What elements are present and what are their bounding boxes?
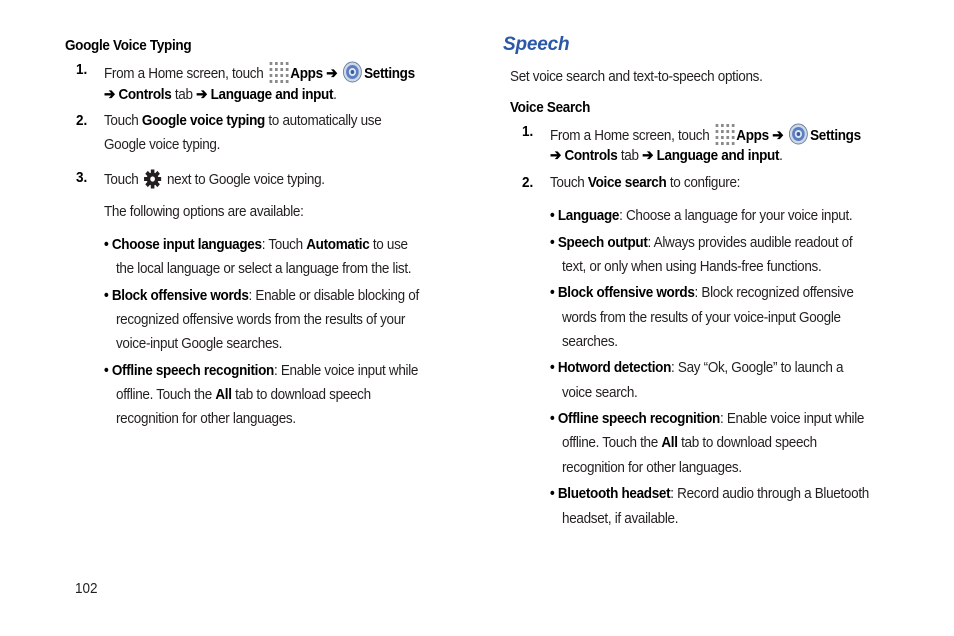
bullet-text: to use bbox=[372, 236, 408, 253]
speech-intro: Set voice search and text-to-speech options. bbox=[510, 68, 763, 85]
arrow: ➔ bbox=[326, 65, 338, 82]
bullet-text: : Record audio through a Bluetooth bbox=[670, 485, 869, 502]
bullet-text: tab to download speech bbox=[681, 434, 817, 451]
settings-label: Settings bbox=[364, 65, 415, 82]
bullet-text: tab to download speech bbox=[235, 386, 371, 403]
language-and-input-label: Language and input bbox=[210, 86, 334, 103]
bullet-text-line: voice-input Google searches. bbox=[116, 335, 283, 352]
step-text: Touch bbox=[104, 112, 139, 129]
bullet-dot: • bbox=[550, 207, 555, 224]
voice-search-label: Voice search bbox=[587, 174, 667, 191]
bullet-offline-speech-recognition bbox=[550, 410, 864, 428]
bullet-text-line: recognized offensive words from the results of your bbox=[116, 311, 406, 328]
bullet-bluetooth-headset bbox=[550, 485, 869, 503]
bullet-dot: • bbox=[550, 359, 555, 376]
bullet-offline-speech-recognition bbox=[104, 362, 418, 380]
bullet-text: : Enable voice input while bbox=[273, 362, 419, 379]
all-tab-label: All bbox=[661, 434, 678, 451]
step-2-line-2: Google voice typing. bbox=[104, 136, 221, 153]
settings-gear-icon bbox=[788, 123, 808, 150]
bullet-title: Bluetooth headset bbox=[557, 485, 671, 502]
controls-label: Controls bbox=[118, 86, 172, 103]
period: . bbox=[333, 86, 337, 103]
bullet-language bbox=[550, 207, 852, 225]
tab-word: tab bbox=[620, 147, 639, 164]
apps-label: Apps bbox=[290, 65, 323, 82]
all-tab-label: All bbox=[215, 386, 232, 403]
bullet-dot: • bbox=[550, 410, 555, 427]
bullet-text-line: recognition for other languages. bbox=[116, 410, 296, 427]
bullet-dot: • bbox=[550, 234, 555, 251]
bullet-text-line: voice search. bbox=[562, 384, 638, 401]
google-voice-typing-label: Google voice typing bbox=[141, 112, 265, 129]
step-number: 2. bbox=[76, 112, 88, 129]
step-text: to configure: bbox=[669, 174, 741, 191]
step-number: 1. bbox=[76, 61, 88, 78]
step-1-line-2 bbox=[104, 86, 337, 104]
step-text: From a Home screen, touch bbox=[104, 65, 264, 82]
bullet-text: : Touch bbox=[261, 236, 303, 253]
bullet-text-line: searches. bbox=[562, 333, 618, 350]
bullet-title: Offline speech recognition bbox=[111, 362, 274, 379]
step-text: Touch bbox=[104, 171, 139, 188]
step-text: next to Google voice typing. bbox=[166, 171, 325, 188]
step-3-line-1 bbox=[104, 169, 325, 194]
bullet-block-offensive-words bbox=[550, 284, 854, 302]
section-heading-voice-search: Voice Search bbox=[510, 99, 591, 116]
bullet-dot: • bbox=[550, 284, 555, 301]
section-heading-google-voice-typing: Google Voice Typing bbox=[65, 37, 192, 54]
bullet-speech-output bbox=[550, 234, 852, 252]
bullet-text: : Choose a language for your voice input. bbox=[619, 207, 853, 224]
bullet-text: offline. Touch the bbox=[116, 386, 212, 403]
bullet-title: Block offensive words bbox=[111, 287, 249, 304]
apps-grid-icon bbox=[715, 123, 735, 150]
bullet-title: Block offensive words bbox=[557, 284, 695, 301]
bullet-title: Language bbox=[557, 207, 620, 224]
arrow: ➔ bbox=[642, 147, 654, 164]
bullet-text-line: words from the results of your voice-input Google bbox=[562, 309, 841, 326]
apps-grid-icon bbox=[269, 61, 289, 88]
bullet-text-line: text, or only when using Hands-free functions. bbox=[562, 258, 822, 275]
bullet-text: : Block recognized offensive bbox=[694, 284, 854, 301]
bullet-title: Speech output bbox=[557, 234, 648, 251]
step-1-line-2 bbox=[550, 147, 783, 165]
step-text: Touch bbox=[550, 174, 585, 191]
automatic-label: Automatic bbox=[306, 236, 370, 253]
step-number: 2. bbox=[522, 174, 534, 191]
bullet-text: : Always provides audible readout of bbox=[647, 234, 853, 251]
arrow: ➔ bbox=[550, 147, 561, 164]
settings-gear-icon bbox=[342, 61, 362, 88]
bullet-dot: • bbox=[104, 362, 109, 379]
step-1-line-1 bbox=[104, 61, 415, 88]
bullet-title: Offline speech recognition bbox=[557, 410, 720, 427]
step-number: 1. bbox=[522, 123, 534, 140]
apps-label: Apps bbox=[736, 127, 769, 144]
bullet-title: Choose input languages bbox=[111, 236, 262, 253]
bullet-text-line bbox=[562, 434, 817, 452]
section-title-speech: Speech bbox=[503, 34, 570, 55]
arrow: ➔ bbox=[104, 86, 115, 103]
bullet-text: : Enable or disable blocking of bbox=[248, 287, 419, 304]
bullet-text-line bbox=[116, 386, 371, 404]
bullet-text-line: recognition for other languages. bbox=[562, 459, 742, 476]
bullet-text: offline. Touch the bbox=[562, 434, 658, 451]
bullet-dot: • bbox=[104, 236, 109, 253]
step-1-line-1 bbox=[550, 123, 861, 150]
bullet-block-offensive-words bbox=[104, 287, 419, 305]
bullet-text-line: the local language or select a language from the list. bbox=[116, 260, 412, 277]
bullet-choose-input-languages bbox=[104, 236, 408, 254]
bullet-text: : Say “Ok, Google” to launch a bbox=[671, 359, 844, 376]
step-text: From a Home screen, touch bbox=[550, 127, 710, 144]
step-number: 3. bbox=[76, 169, 88, 186]
language-and-input-label: Language and input bbox=[656, 147, 780, 164]
bullet-dot: • bbox=[550, 485, 555, 502]
page-number: 102 bbox=[75, 580, 98, 597]
tab-word: tab bbox=[174, 86, 193, 103]
settings-label: Settings bbox=[810, 127, 861, 144]
bullet-text-line: headset, if available. bbox=[562, 510, 679, 527]
bullet-title: Hotword detection bbox=[557, 359, 672, 376]
step-2-line-1 bbox=[550, 174, 740, 192]
arrow: ➔ bbox=[772, 127, 784, 144]
step-text: to automatically use bbox=[268, 112, 382, 129]
gear-icon bbox=[144, 169, 162, 194]
period: . bbox=[779, 147, 783, 164]
controls-label: Controls bbox=[564, 147, 618, 164]
bullet-dot: • bbox=[104, 287, 109, 304]
step-2-line-1 bbox=[104, 112, 381, 130]
options-intro: The following options are available: bbox=[104, 203, 304, 220]
arrow: ➔ bbox=[196, 86, 208, 103]
bullet-hotword-detection bbox=[550, 359, 843, 377]
bullet-text: : Enable voice input while bbox=[719, 410, 865, 427]
